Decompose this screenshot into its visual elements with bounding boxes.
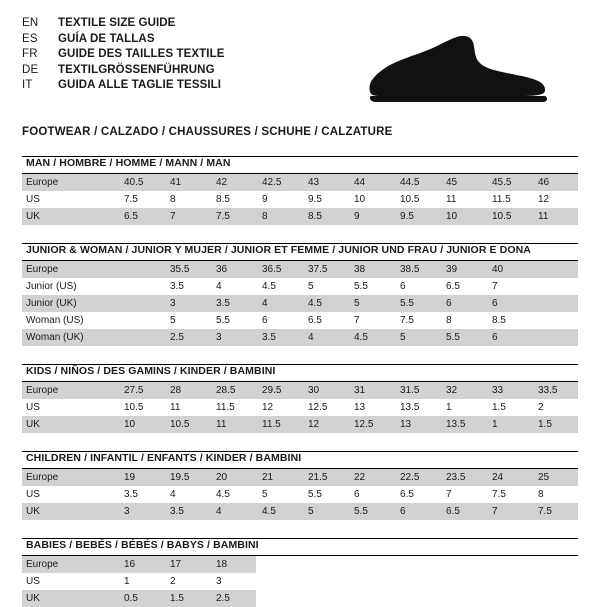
size-cell: 18 [210,556,256,573]
size-group-junior-woman [22,243,578,346]
language-code: ES [22,32,38,45]
size-cell: 32 [440,382,486,399]
size-cell: 19.5 [164,469,210,486]
size-cell: 5.5 [348,503,394,520]
size-cell: 3.5 [164,503,210,520]
size-cell: 1 [124,576,130,587]
size-cell: 8.5 [302,208,348,225]
size-cell-empty [256,556,302,573]
size-cell: 7 [486,503,532,520]
size-cell: 11 [446,194,457,205]
size-cell: 4 [170,489,176,500]
size-group-kids [22,364,578,433]
size-cell: 33.5 [532,382,578,399]
size-cell: 45 [440,174,486,191]
size-cell: 13 [394,416,440,433]
size-cell: 22.5 [394,469,440,486]
language-title-body [22,16,225,94]
size-cell: 5.5 [394,295,440,312]
size-cell: 3.5 [210,295,256,312]
size-cell [118,278,164,295]
size-cell: 11.5 [256,416,302,433]
language-row [22,47,225,63]
size-cell: 5 [348,295,394,312]
size-cell: 27.5 [118,382,164,399]
size-cell: 42.5 [256,174,302,191]
size-cell: 1.5 [532,416,578,433]
row-label: US [26,489,40,500]
size-cell: 4 [216,281,222,292]
size-cell: 44 [348,174,394,191]
size-cell: 4.5 [256,503,302,520]
size-cell: 5.5 [308,489,322,500]
size-cell: 6 [400,281,406,292]
size-group-heading: CHILDREN / INFANTIL / ENFANTS / KINDER / BAMBINI [26,452,302,464]
size-cell: 5 [308,281,314,292]
size-cell: 31.5 [394,382,440,399]
size-cell: 11.5 [216,402,235,413]
language-row [22,32,225,48]
table-row [22,174,578,191]
size-cell-empty [532,590,578,607]
size-cell: 1.5 [164,590,210,607]
size-cell: 4 [302,329,348,346]
size-cell: 5 [262,489,268,500]
size-cell: 36.5 [256,261,302,278]
size-group-heading: MAN / HOMBRE / HOMME / MANN / MAN [26,157,231,169]
table-row [22,382,578,399]
size-cell [118,312,164,329]
language-row [22,78,225,94]
size-cell: 9 [262,194,268,205]
size-cell-empty [256,573,302,590]
language-row [22,16,225,32]
size-group-heading: KIDS / NIÑOS / DES GAMINS / KINDER / BAMBINI [26,365,276,377]
table-row [22,295,578,312]
size-cell: 43 [302,174,348,191]
size-cell: 39 [440,261,486,278]
table-row [22,469,578,486]
size-cell: 37.5 [302,261,348,278]
size-cell: 6 [486,295,532,312]
size-cell: 8 [538,489,544,500]
size-cell: 6 [354,489,360,500]
language-code: FR [22,48,38,60]
size-cell: 12 [538,194,550,205]
size-cell [532,295,578,312]
size-cell-empty [532,556,578,573]
language-code: EN [22,17,39,29]
table-row [22,278,578,295]
size-cell [532,329,578,346]
language-title: GUÍA DE TALLAS [58,32,155,45]
row-label: Europe [22,174,118,191]
size-cell-empty [302,573,348,590]
size-cell: 7.5 [210,208,256,225]
size-cell: 12.5 [308,402,328,413]
row-label: UK [22,590,118,607]
size-cell-empty [394,590,440,607]
table-row [22,261,578,278]
size-cell [532,278,578,295]
size-cell: 17 [164,556,210,573]
size-group-babies [22,538,578,607]
size-cell: 10.5 [400,194,420,205]
row-label: Woman (US) [26,315,84,326]
table-row [22,208,578,225]
table-row [22,590,578,607]
size-cell-empty [256,590,302,607]
size-cell: 31 [348,382,394,399]
language-title: GUIDE DES TAILLES TEXTILE [58,48,225,60]
language-code: DE [22,63,39,76]
size-cell: 13.5 [440,416,486,433]
size-cell-empty [348,556,394,573]
size-cell: 38 [348,261,394,278]
table-row [22,312,578,329]
language-code: IT [22,79,33,91]
size-cell: 40.5 [118,174,164,191]
size-cell: 6.5 [118,208,164,225]
size-cell: 7 [446,489,452,500]
size-cell: 8 [256,208,302,225]
size-cell: 40 [486,261,532,278]
size-cell: 10 [118,416,164,433]
size-cell: 41 [164,174,210,191]
size-cell: 28 [164,382,210,399]
size-cell: 8.5 [492,315,506,326]
language-title: GUIDA ALLE TAGLIE TESSILI [58,79,222,91]
size-group-heading: JUNIOR & WOMAN / JUNIOR Y MUJER / JUNIOR ET FEMME / JUNIOR UND FRAU / JUNIOR E DONA [26,244,531,256]
size-cell: 5 [302,503,348,520]
size-cell-empty [394,573,440,590]
table-row [22,329,578,346]
size-table-man [22,174,578,225]
size-cell: 2.5 [210,590,256,607]
language-row [22,63,225,79]
size-cell: 3.5 [256,329,302,346]
row-label: Europe [22,556,118,573]
size-group-children [22,451,578,520]
size-cell: 4 [256,295,302,312]
size-cell: 10 [354,194,366,205]
size-cell: 8.5 [216,194,230,205]
size-cell: 25 [532,469,578,486]
size-cell: 6 [440,295,486,312]
row-label: Europe [22,469,118,486]
size-group-man [22,156,578,225]
row-label: Junior (UK) [22,295,118,312]
size-cell: 10.5 [124,402,144,413]
size-cell: 3.5 [170,281,184,292]
row-label: Junior (US) [26,281,77,292]
size-cell: 22 [348,469,394,486]
language-title: TEXTILGRÖSSENFÜHRUNG [58,63,215,76]
size-cell: 6 [486,329,532,346]
size-cell-empty [486,590,532,607]
size-cell: 13.5 [400,402,420,413]
size-cell: 4.5 [302,295,348,312]
size-cell: 6 [262,315,268,326]
size-cell: 7.5 [124,194,138,205]
size-cell: 6.5 [308,315,322,326]
size-cell-empty [486,573,532,590]
size-cell-empty [394,556,440,573]
size-cell: 9.5 [394,208,440,225]
size-cell: 6.5 [400,489,414,500]
size-cell: 5 [394,329,440,346]
size-cell: 3 [118,503,164,520]
size-cell: 12.5 [348,416,394,433]
size-table-children [22,469,578,520]
size-cell: 3.5 [124,489,138,500]
size-cell: 6 [394,503,440,520]
size-cell: 42 [210,174,256,191]
size-cell: 30 [302,382,348,399]
size-cell: 2.5 [164,329,210,346]
size-cell-empty [440,573,486,590]
size-group-heading: BABIES / BEBÉS / BÉBÉS / BABYS / BAMBINI [26,539,259,551]
size-cell: 5.5 [440,329,486,346]
size-cell: 9.5 [308,194,322,205]
size-cell: 10 [440,208,486,225]
size-cell: 28.5 [210,382,256,399]
size-cell: 5 [170,315,176,326]
size-cell: 12 [262,402,274,413]
language-title: TEXTILE SIZE GUIDE [58,17,176,29]
size-cell: 4.5 [262,281,276,292]
size-cell: 7.5 [400,315,414,326]
size-cell: 45.5 [486,174,532,191]
size-cell-empty [302,590,348,607]
size-cell: 7.5 [532,503,578,520]
size-cell: 6.5 [446,281,460,292]
size-cell: 5.5 [216,315,230,326]
size-cell: 46 [532,174,578,191]
size-cell: 0.5 [118,590,164,607]
size-cell: 3 [164,295,210,312]
table-row [22,556,578,573]
size-cell: 4.5 [348,329,394,346]
size-cell: 11 [532,208,578,225]
size-cell: 7 [354,315,360,326]
dress-shoe-icon [362,34,552,106]
size-cell-empty [532,573,578,590]
table-row [22,399,578,416]
size-cell: 13 [354,402,366,413]
table-row [22,573,578,590]
size-cell: 1.5 [492,402,506,413]
size-cell-empty [348,590,394,607]
size-cell: 4.5 [216,489,230,500]
size-cell [118,295,164,312]
size-cell: 5.5 [354,281,368,292]
size-cell: 11.5 [492,194,511,205]
row-label: US [26,576,40,587]
size-cell: 11 [170,402,181,413]
row-label: UK [22,208,118,225]
size-cell: 21 [256,469,302,486]
size-cell: 35.5 [164,261,210,278]
row-label: UK [22,503,118,520]
table-row [22,503,578,520]
size-cell: 3 [210,329,256,346]
size-cell: 20 [210,469,256,486]
size-cell: 33 [486,382,532,399]
size-cell: 1 [486,416,532,433]
size-cell: 7 [492,281,498,292]
size-cell-empty [302,556,348,573]
size-table-babies [22,556,578,607]
size-cell: 29.5 [256,382,302,399]
size-cell: 36 [210,261,256,278]
row-label: US [26,194,40,205]
size-cell [118,261,164,278]
row-label: Europe [22,382,118,399]
size-cell: 9 [348,208,394,225]
size-cell [532,261,578,278]
size-cell: 38.5 [394,261,440,278]
size-cell: 7.5 [492,489,506,500]
size-cell: 3 [216,576,222,587]
document-header [22,16,578,108]
table-row [22,191,578,208]
size-cell: 10.5 [486,208,532,225]
row-label: US [26,402,40,413]
size-cell-empty [440,590,486,607]
size-cell: 16 [118,556,164,573]
size-cell: 44.5 [394,174,440,191]
size-cell: 23.5 [440,469,486,486]
size-cell: 19 [118,469,164,486]
size-cell: 11 [210,416,256,433]
size-cell: 2 [538,402,544,413]
size-cell [118,329,164,346]
row-label: Europe [22,261,118,278]
size-cell: 8 [446,315,452,326]
size-cell: 12 [302,416,348,433]
size-cell: 7 [164,208,210,225]
size-cell: 2 [170,576,176,587]
size-cell: 6.5 [440,503,486,520]
size-cell-empty [440,556,486,573]
size-cell-empty [348,573,394,590]
size-cell: 4 [210,503,256,520]
row-label: Woman (UK) [22,329,118,346]
table-row [22,416,578,433]
size-cell: 24 [486,469,532,486]
size-cell: 10.5 [164,416,210,433]
size-cell-empty [486,556,532,573]
size-cell [532,312,578,329]
size-table-kids [22,382,578,433]
size-cell: 1 [446,402,452,413]
size-cell: 8 [170,194,176,205]
size-table-junior-woman [22,261,578,346]
table-row [22,486,578,503]
row-label: UK [22,416,118,433]
size-cell: 21.5 [302,469,348,486]
footwear-section-title: FOOTWEAR / CALZADO / CHAUSSURES / SCHUHE / CALZATURE [22,126,393,138]
language-title-list [22,16,225,94]
